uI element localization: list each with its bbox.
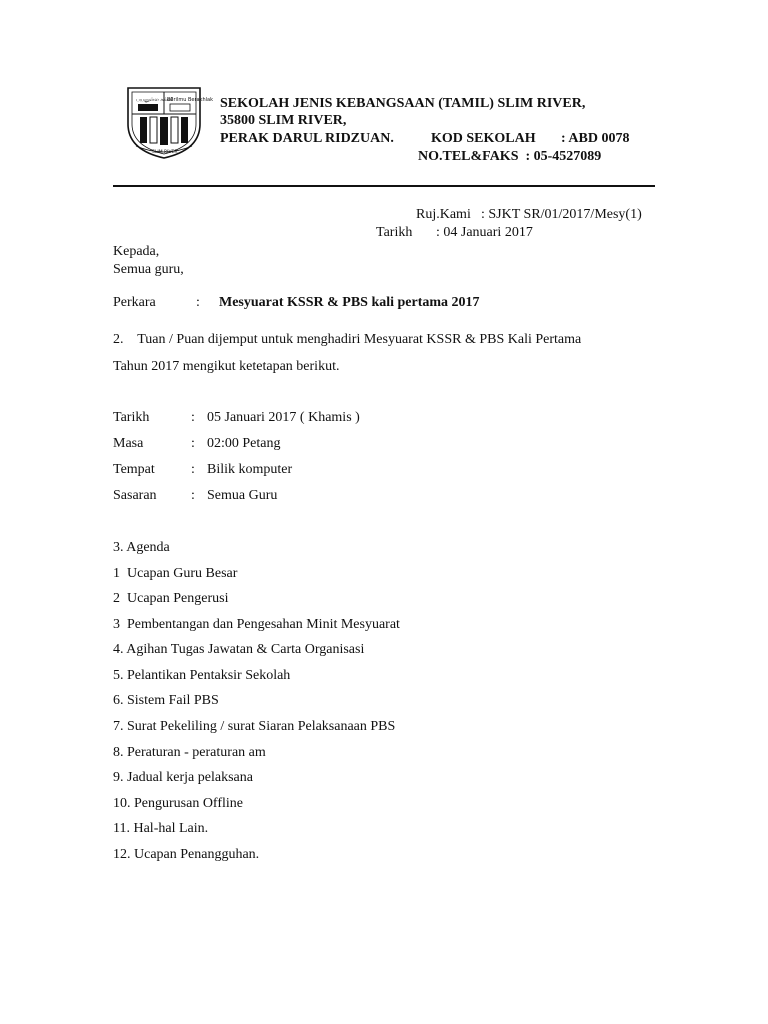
detail-label: Sasaran bbox=[113, 488, 157, 503]
list-item: 11. Hal-hal Lain. bbox=[113, 821, 209, 836]
detail-label: Tempat bbox=[113, 462, 155, 477]
detail-colon: : bbox=[191, 410, 195, 425]
school-name: SEKOLAH JENIS KEBANGSAAN (TAMIL) SLIM RIVER, bbox=[220, 96, 586, 111]
list-item: 6. Sistem Fail PBS bbox=[113, 693, 219, 708]
list-item: 9. Jadual kerja pelaksana bbox=[113, 770, 253, 785]
detail-label: Tarikh bbox=[113, 410, 150, 425]
crest-text-left: பயனுள்ள கல்வி bbox=[136, 97, 174, 103]
recipient-line1: Kepada, bbox=[113, 244, 160, 259]
subject-label: Perkara bbox=[113, 295, 156, 310]
body-paragraph-line2: Tahun 2017 mengikut ketetapan berikut. bbox=[113, 359, 340, 374]
detail-colon: : bbox=[191, 488, 195, 503]
school-phone: NO.TEL&FAKS : 05-4527089 bbox=[418, 149, 602, 164]
school-address: 35800 SLIM RIVER, bbox=[220, 113, 347, 128]
detail-colon: : bbox=[191, 436, 195, 451]
subject-colon: : bbox=[196, 295, 200, 310]
detail-value: 05 Januari 2017 ( Khamis ) bbox=[207, 410, 360, 425]
date-label: Tarikh bbox=[376, 225, 413, 240]
list-item: 2 Ucapan Pengerusi bbox=[113, 591, 229, 606]
list-item: 10. Pengurusan Offline bbox=[113, 796, 243, 811]
detail-row bbox=[0, 436, 768, 456]
ref-value: : SJKT SR/01/2017/Mesy(1) bbox=[481, 207, 642, 222]
list-item: 12. Ucapan Penangguhan. bbox=[113, 847, 260, 862]
list-item: 8. Peraturan - peraturan am bbox=[113, 745, 266, 760]
detail-value: Bilik komputer bbox=[207, 462, 293, 477]
crest-text-right: Berilmu Berakhlak bbox=[167, 97, 214, 103]
detail-row bbox=[0, 462, 768, 482]
school-code-label: KOD SEKOLAH bbox=[431, 131, 536, 146]
detail-colon: : bbox=[191, 462, 195, 477]
subject-row bbox=[0, 295, 768, 313]
school-state: PERAK DARUL RIDZUAN. bbox=[220, 131, 394, 146]
recipient-line2: Semua guru, bbox=[113, 262, 184, 277]
agenda-heading: 3. Agenda bbox=[113, 540, 170, 555]
school-crest-icon bbox=[122, 84, 214, 160]
list-item: 5. Pelantikan Pentaksir Sekolah bbox=[113, 668, 291, 683]
list-item: 7. Surat Pekeliling / surat Siaran Pelaksanaan PBS bbox=[113, 719, 396, 734]
subject-value: Mesyuarat KSSR & PBS kali pertama 2017 bbox=[219, 295, 480, 310]
school-code-value: : ABD 0078 bbox=[561, 131, 630, 146]
detail-value: 02:00 Petang bbox=[207, 436, 281, 451]
crest-text-bottom: SLIM RIVER bbox=[152, 150, 178, 155]
ref-label: Ruj.Kami bbox=[416, 207, 471, 222]
list-item: 1 Ucapan Guru Besar bbox=[113, 566, 238, 581]
detail-label: Masa bbox=[113, 436, 144, 451]
list-item: 4. Agihan Tugas Jawatan & Carta Organisasi bbox=[113, 642, 365, 657]
detail-row bbox=[0, 488, 768, 508]
list-item: 3 Pembentangan dan Pengesahan Minit Mesyuarat bbox=[113, 617, 400, 632]
detail-row bbox=[0, 410, 768, 430]
body-paragraph-line1: 2. Tuan / Puan dijemput untuk menghadiri Mesyuarat KSSR & PBS Kali Pertama bbox=[113, 332, 582, 347]
detail-value: Semua Guru bbox=[207, 488, 278, 503]
date-value: : 04 Januari 2017 bbox=[436, 225, 533, 240]
header-divider bbox=[113, 185, 655, 187]
